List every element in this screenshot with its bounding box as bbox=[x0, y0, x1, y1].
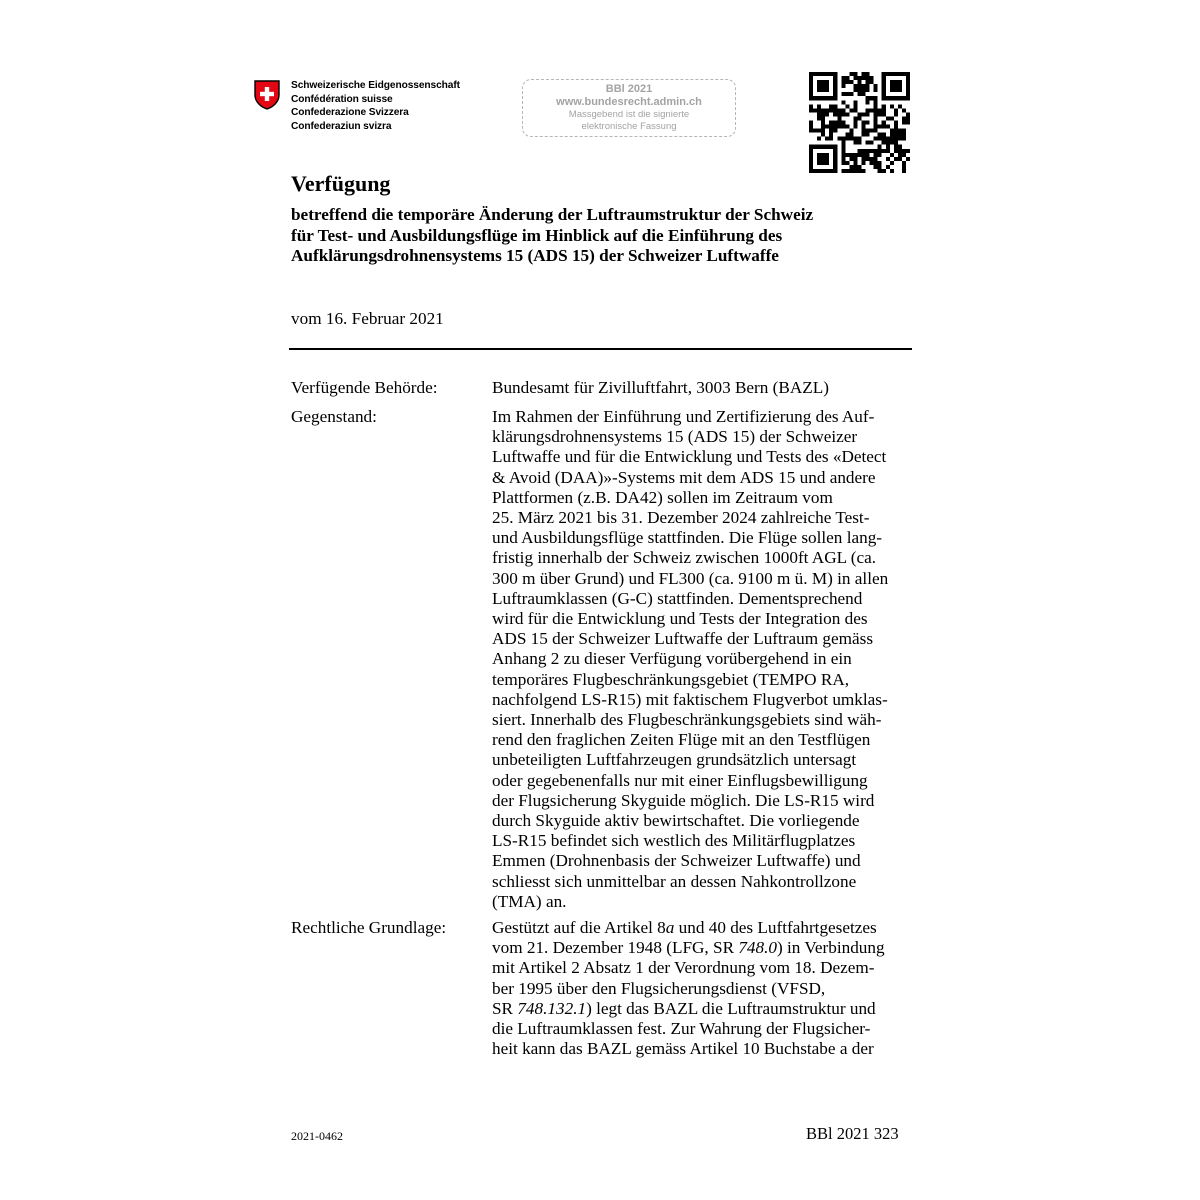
subject-line: Luftraumklassen (G-C) stattfinden. Dementsprechend bbox=[492, 588, 863, 608]
stamp-url[interactable]: www.bundesrecht.admin.ch bbox=[556, 96, 702, 108]
document-subtitle bbox=[291, 205, 931, 267]
subject-line: & Avoid (DAA)»-Systems mit dem ADS 15 und andere bbox=[492, 467, 876, 487]
federation-names bbox=[291, 79, 460, 133]
subject-line: und Ausbildungsflüge stattfinden. Die Flüge sollen lang- bbox=[492, 528, 883, 548]
federation-name-fr: Confédération suisse bbox=[291, 93, 393, 105]
subject-line: klärungsdrohnensystems 15 (ADS 15) der Schweizer bbox=[492, 427, 858, 447]
legal-text: ) in Verbindung bbox=[777, 938, 885, 958]
stamp-bbl: BBl 2021 bbox=[605, 83, 653, 95]
document-date: vom 16. Februar 2021 bbox=[291, 309, 444, 328]
federation-name-it: Confederazione Svizzera bbox=[291, 107, 409, 118]
subtitle-line: für Test- und Ausbildungsflüge im Hinblick auf die Einführung des bbox=[291, 225, 783, 245]
qr-code-icon bbox=[809, 72, 910, 173]
legal-line: heit kann das BAZL gemäss Artikel 10 Buchstabe a der bbox=[492, 1039, 874, 1059]
legal-text: ) legt das BAZL die Luftraumstruktur und bbox=[586, 998, 876, 1018]
authority-label: Verfügende Behörde: bbox=[291, 378, 438, 397]
subject-line: 25. März 2021 bis 31. Dezember 2024 zahlreiche Test- bbox=[492, 508, 870, 528]
subject-line: wird für die Entwicklung und Tests der Integration des bbox=[492, 609, 868, 629]
page-title: Verfügung bbox=[291, 171, 391, 196]
subject-line: fristig innerhalb der Schweiz zwischen 1000ft AGL (ca. bbox=[492, 548, 877, 568]
subject-line: LS-R15 befindet sich westlich des Militärflugplatzes bbox=[492, 831, 856, 851]
legal-line: die Luftraumklassen fest. Zur Wahrung der Flugsicher- bbox=[492, 1019, 871, 1039]
authority-line: Bundesamt für Zivilluftfahrt, 3003 Bern (BAZL) bbox=[492, 378, 829, 397]
subject-line: unbeteiligten Luftfahrzeugen grundsätzlich untersagt bbox=[492, 750, 857, 770]
legal-sr-reference: 748.0 bbox=[738, 938, 777, 958]
subject-line: schliesst sich unmittelbar an dessen Nahkontrollzone bbox=[492, 871, 857, 891]
subject-line: temporäres Flugbeschränkungsgebiet (TEMPO RA, bbox=[492, 669, 850, 689]
subject-line: durch Skyguide aktiv bewirtschaftet. Die vorliegende bbox=[492, 811, 860, 831]
subject-line: Emmen (Drohnenbasis der Schweizer Luftwaffe) und bbox=[492, 851, 861, 871]
subject-line: 300 m über Grund) und FL300 (ca. 9100 m ü. M) in allen bbox=[492, 568, 889, 588]
subject-line: oder gegebenenfalls nur mit einer Einflugsbewilligung bbox=[492, 770, 868, 790]
legal-basis-label: Rechtliche Grundlage: bbox=[291, 918, 447, 937]
subject-label: Gegenstand: bbox=[291, 407, 377, 426]
footer-reference: 2021-0462 bbox=[291, 1129, 343, 1143]
footer-page-ref: BBl 2021 323 bbox=[806, 1124, 899, 1143]
subject-line: nachfolgend LS-R15) mit faktischem Flugverbot umklas- bbox=[492, 689, 888, 709]
legal-line bbox=[492, 918, 885, 938]
authority-text bbox=[492, 378, 829, 398]
subject-text bbox=[492, 407, 888, 912]
federation-name-rm: Confederaziun svizra bbox=[291, 120, 392, 132]
subject-line: Luftwaffe und für die Entwicklung und Tests des «Detect bbox=[492, 447, 887, 467]
swiss-coat-of-arms-icon bbox=[254, 80, 280, 110]
subject-line: der Flugsicherung Skyguide möglich. Die LS-R15 wird bbox=[492, 790, 875, 810]
legal-line bbox=[492, 999, 885, 1019]
stamp-note-1: Massgebend ist die signierte bbox=[568, 109, 690, 120]
subject-line: ADS 15 der Schweizer Luftwaffe der Luftraum gemäss bbox=[492, 629, 874, 649]
legal-text: Gestützt auf die Artikel 8 bbox=[492, 918, 666, 937]
subject-line: Im Rahmen der Einführung und Zertifizierung des Auf- bbox=[492, 407, 875, 426]
legal-line: ber 1995 über den Flugsicherungsdienst (VFSD, bbox=[492, 978, 826, 998]
legal-text: und 40 des Luftfahrtgesetzes bbox=[674, 918, 877, 937]
legal-basis-text bbox=[492, 918, 885, 1059]
subject-line: siert. Innerhalb des Flugbeschränkungsgebiets sind wäh- bbox=[492, 710, 882, 730]
subtitle-line: Aufklärungsdrohnensystems 15 (ADS 15) der Schweizer Luftwaffe bbox=[291, 246, 779, 265]
subtitle-line: betreffend die temporäre Änderung der Luftraumstruktur der Schweiz bbox=[291, 205, 814, 224]
federation-name-de: Schweizerische Eidgenossenschaft bbox=[291, 80, 460, 91]
subject-line: Plattformen (z.B. DA42) sollen im Zeitraum vom bbox=[492, 487, 833, 507]
legal-text-italic: a bbox=[665, 918, 675, 937]
stamp-note-2: elektronische Fassung bbox=[581, 121, 677, 132]
subject-line: Anhang 2 zu dieser Verfügung vorübergehend in ein bbox=[492, 649, 852, 669]
legal-line: mit Artikel 2 Absatz 1 der Verordnung vom 18. Dezem- bbox=[492, 958, 875, 978]
legal-text: SR bbox=[492, 998, 518, 1018]
subject-line: rend den fraglichen Zeiten Flüge mit an den Testflügen bbox=[492, 730, 871, 750]
publication-stamp bbox=[522, 79, 736, 137]
header-divider bbox=[289, 348, 912, 350]
legal-line bbox=[492, 938, 885, 958]
legal-sr-reference: 748.132.1 bbox=[517, 998, 587, 1018]
subject-line: (TMA) an. bbox=[492, 891, 567, 911]
legal-text: vom 21. Dezember 1948 (LFG, SR bbox=[492, 938, 739, 958]
